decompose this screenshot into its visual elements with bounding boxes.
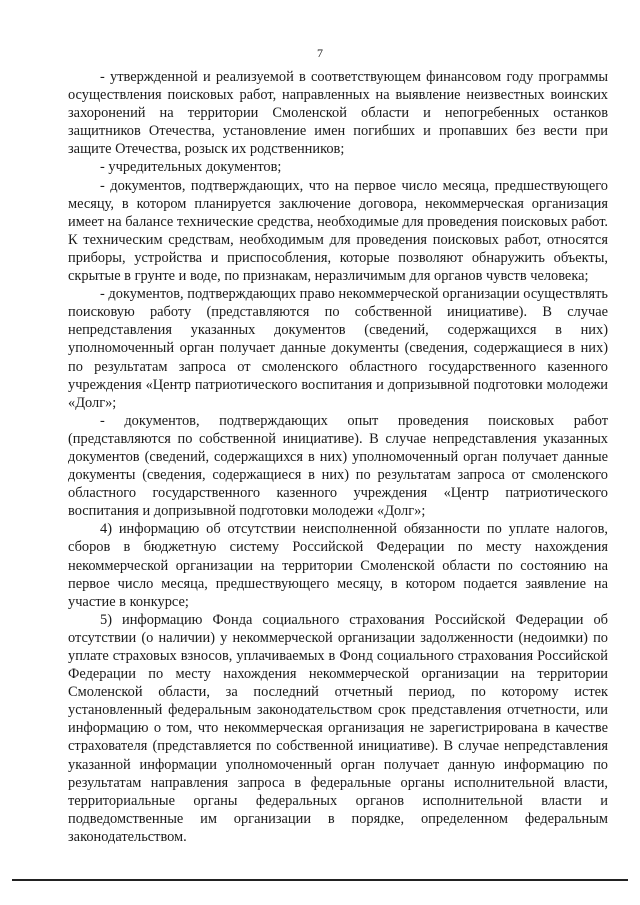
paragraph-social-insurance-info: 5) информацию Фонда социального страхования Российской Федерации об отсутствии (о наличии) у некоммерческой организации задолженности (недоимки) по уплате страховых взносов, уплачиваемых в Фонд социального страхования Российской Федерации по месту нахождения некоммерческой организации на территории Смоленской области, за последний отчетный период, по которому истек установленный федеральным законодательством срок представления отчетности, или информацию о том, что некоммерческая организация не зарегистрирована в качестве страхователя (представляется по собственной инициативе). В случае непредставления указанной информации уполномоченный орган получает данную информацию по результатам направления запроса в федеральные органы исполнительной власти, территориальные органы федеральных органов исполнительной власти и подведомственные им организации в порядке, определенном федеральным законодательством.: [68, 611, 608, 845]
paragraph-search-experience: - документов, подтверждающих опыт проведения поисковых работ (представляются по собственной инициативе). В случае непредставления указанных документов (сведений, содержащихся в них) уполномоченный орган получает данные документы (сведения, содержащиеся в них) по результатам запроса от смоленского областного государственного казенного учреждения «Центр патриотического воспитания и допризывной подготовки молодежи «Долг»;: [68, 412, 608, 520]
paragraph-search-program: - утвержденной и реализуемой в соответствующем финансовом году программы осуществления поисковых работ, направленных на выявление неизвестных воинских захоронений на территории Смоленской области и непогребенных останков защитников Отечества, установление имен погибших и пропавших без вести при защите Отечества, розыск их родственников;: [68, 69, 608, 158]
paragraph-technical-means: - документов, подтверждающих, что на первое число месяца, предшествующего месяцу, в котором планируется заключение договора, некоммерческая организация имеет на балансе технические средства, необходимые для проведения поисковых работ. К техническим средствам, необходимым для проведения поисковых работ, относятся приборы, устройства и приспособления, которые позволяют обнаружить объекты, скрытые в грунте и воде, по признакам, неразличимым для органов чувств человека;: [68, 177, 608, 285]
footer-divider: [12, 879, 628, 881]
document-body: [68, 68, 608, 846]
paragraph-tax-info: 4) информацию об отсутствии неисполненной обязанности по уплате налогов, сборов в бюджетную систему Российской Федерации по месту нахождения некоммерческой организации на территории Смоленской области по состоянию на первое число месяца, предшествующего месяцу, в котором подается заявление на участие в конкурсе;: [68, 521, 608, 610]
paragraph-founding-documents: - учредительных документов;: [100, 159, 282, 176]
page-number: 7: [317, 46, 323, 60]
paragraph-search-right: - документов, подтверждающих право некоммерческой организации осуществлять поисковую работу (представляются по собственной инициативе). В случае непредставления указанных документов (сведений, содержащихся в них) уполномоченный орган получает данные документы (сведения, содержащиеся в них) по результатам запроса от смоленского областного государственного казенного учреждения «Центр патриотического воспитания и допризывной подготовки молодежи «Долг»;: [68, 286, 608, 411]
